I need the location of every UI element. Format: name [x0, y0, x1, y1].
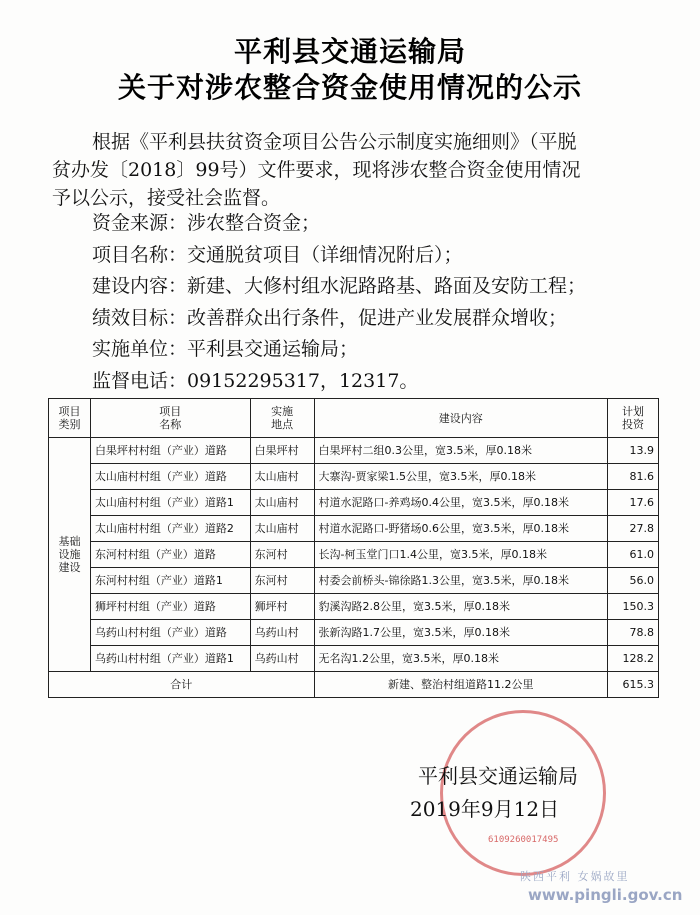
row-content: 村道水泥路口-养鸡场0.4公里，宽3.5米，厚0.18米 [314, 490, 607, 516]
document-title-line2: 关于对涉农整合资金使用情况的公示 [117, 71, 582, 104]
watermark-slogan: 陕西平利 女娲故里 [520, 870, 630, 883]
row-location: 乌药山村 [250, 646, 314, 672]
row-name: 东河村村组（产业）道路1 [90, 568, 250, 594]
row-name: 太山庙村村组（产业）道路1 [90, 490, 250, 516]
row-investment: 150.3 [607, 594, 658, 620]
header-content: 建设内容 [314, 399, 607, 438]
seal-number: 6109260017495 [488, 835, 559, 845]
watermark-url: www.pingli.gov.cn [528, 886, 683, 904]
row-investment: 78.8 [607, 620, 658, 646]
header-location: 实施 地点 [250, 399, 314, 438]
row-name: 东河村村组（产业）道路 [90, 542, 250, 568]
row-name: 太山庙村村组（产业）道路 [90, 464, 250, 490]
category-cell: 基础 设施 建设 [49, 438, 91, 672]
row-content: 张新沟路1.7公里，宽3.5米，厚0.18米 [314, 620, 607, 646]
row-name: 白果坪村村组（产业）道路 [90, 438, 250, 464]
field-performance-goal: 绩效目标：改善群众出行条件，促进产业发展群众增收； [92, 306, 568, 329]
intro-line-2: 贫办发〔2018〕99号）文件要求，现将涉农整合资金使用情况 [52, 159, 581, 181]
field-construction-content: 建设内容：新建、大修村组水泥路路基、路面及安防工程； [92, 275, 587, 297]
intro-line-1-text: 根据《平利县扶贫资金项目公告公示制度实施细则》（平脱 [92, 131, 577, 153]
table-row [49, 464, 659, 490]
row-location: 太山庙村 [250, 464, 314, 490]
intro-paragraph [52, 130, 662, 211]
row-name: 乌药山村村组（产业）道路 [90, 620, 250, 646]
signature-org: 平利县交通运输局 [418, 764, 578, 788]
table-row [49, 490, 659, 516]
table-row [49, 568, 659, 594]
table-row [49, 516, 659, 542]
project-table [48, 398, 659, 698]
row-investment: 56.0 [607, 568, 658, 594]
row-content: 豹溪沟路2.8公里，宽3.5米，厚0.18米 [314, 594, 607, 620]
row-content: 白果坪村二组0.3公里，宽3.5米，厚0.18米 [314, 438, 607, 464]
table-row [49, 594, 659, 620]
row-location: 东河村 [250, 542, 314, 568]
document-title-line1: 平利县交通运输局 [233, 35, 466, 68]
row-name: 乌药山村村组（产业）道路1 [90, 646, 250, 672]
table-row [49, 542, 659, 568]
signature-date: 2019年9月12日 [410, 797, 560, 821]
row-content: 长沟-柯玉堂门口1.4公里，宽3.5米，厚0.18米 [314, 542, 607, 568]
table-header-row [49, 399, 659, 438]
row-content: 无名沟1.2公里，宽3.5米，厚0.18米 [314, 646, 607, 672]
field-implementing-unit: 实施单位：平利县交通运输局； [92, 338, 359, 360]
table-row [49, 438, 659, 464]
row-location: 太山庙村 [250, 490, 314, 516]
row-content: 村道水泥路口-野猪场0.6公里，宽3.5米，厚0.18米 [314, 516, 607, 542]
row-location: 乌药山村 [250, 620, 314, 646]
row-location: 白果坪村 [250, 438, 314, 464]
total-content: 新建、整治村组道路11.2公里 [314, 672, 607, 698]
row-investment: 13.9 [607, 438, 658, 464]
row-location: 狮坪村 [250, 594, 314, 620]
row-investment: 17.6 [607, 490, 658, 516]
header-name: 项目 名称 [90, 399, 250, 438]
header-investment: 计划 投资 [607, 399, 658, 438]
project-fields [92, 208, 586, 397]
row-content: 大寨沟-贾家梁1.5公里，宽3.5米，厚0.18米 [314, 464, 607, 490]
field-fund-source: 资金来源：涉农整合资金； [92, 212, 321, 234]
table-total-row [49, 672, 659, 698]
row-location: 东河村 [250, 568, 314, 594]
header-category: 项目 类别 [49, 399, 91, 438]
row-investment: 61.0 [607, 542, 658, 568]
intro-line-3: 予以公示，接受社会监督。 [52, 187, 281, 209]
row-content: 村委会前桥头-锦徐路1.3公里，宽3.5米，厚0.18米 [314, 568, 607, 594]
row-investment: 27.8 [607, 516, 658, 542]
total-label: 合计 [49, 672, 315, 698]
total-investment: 615.3 [607, 672, 658, 698]
row-location: 太山庙村 [250, 516, 314, 542]
intro-line-1 [52, 130, 662, 155]
row-name: 狮坪村村组（产业）道路 [90, 594, 250, 620]
row-investment: 128.2 [607, 646, 658, 672]
field-project-name: 项目名称：交通脱贫项目（详细情况附后）； [92, 243, 463, 266]
row-name: 太山庙村村组（产业）道路2 [90, 516, 250, 542]
row-investment: 81.6 [607, 464, 658, 490]
field-supervision-phone: 监督电话：09152295317，12317。 [92, 369, 419, 392]
table-row [49, 620, 659, 646]
table-row [49, 646, 659, 672]
